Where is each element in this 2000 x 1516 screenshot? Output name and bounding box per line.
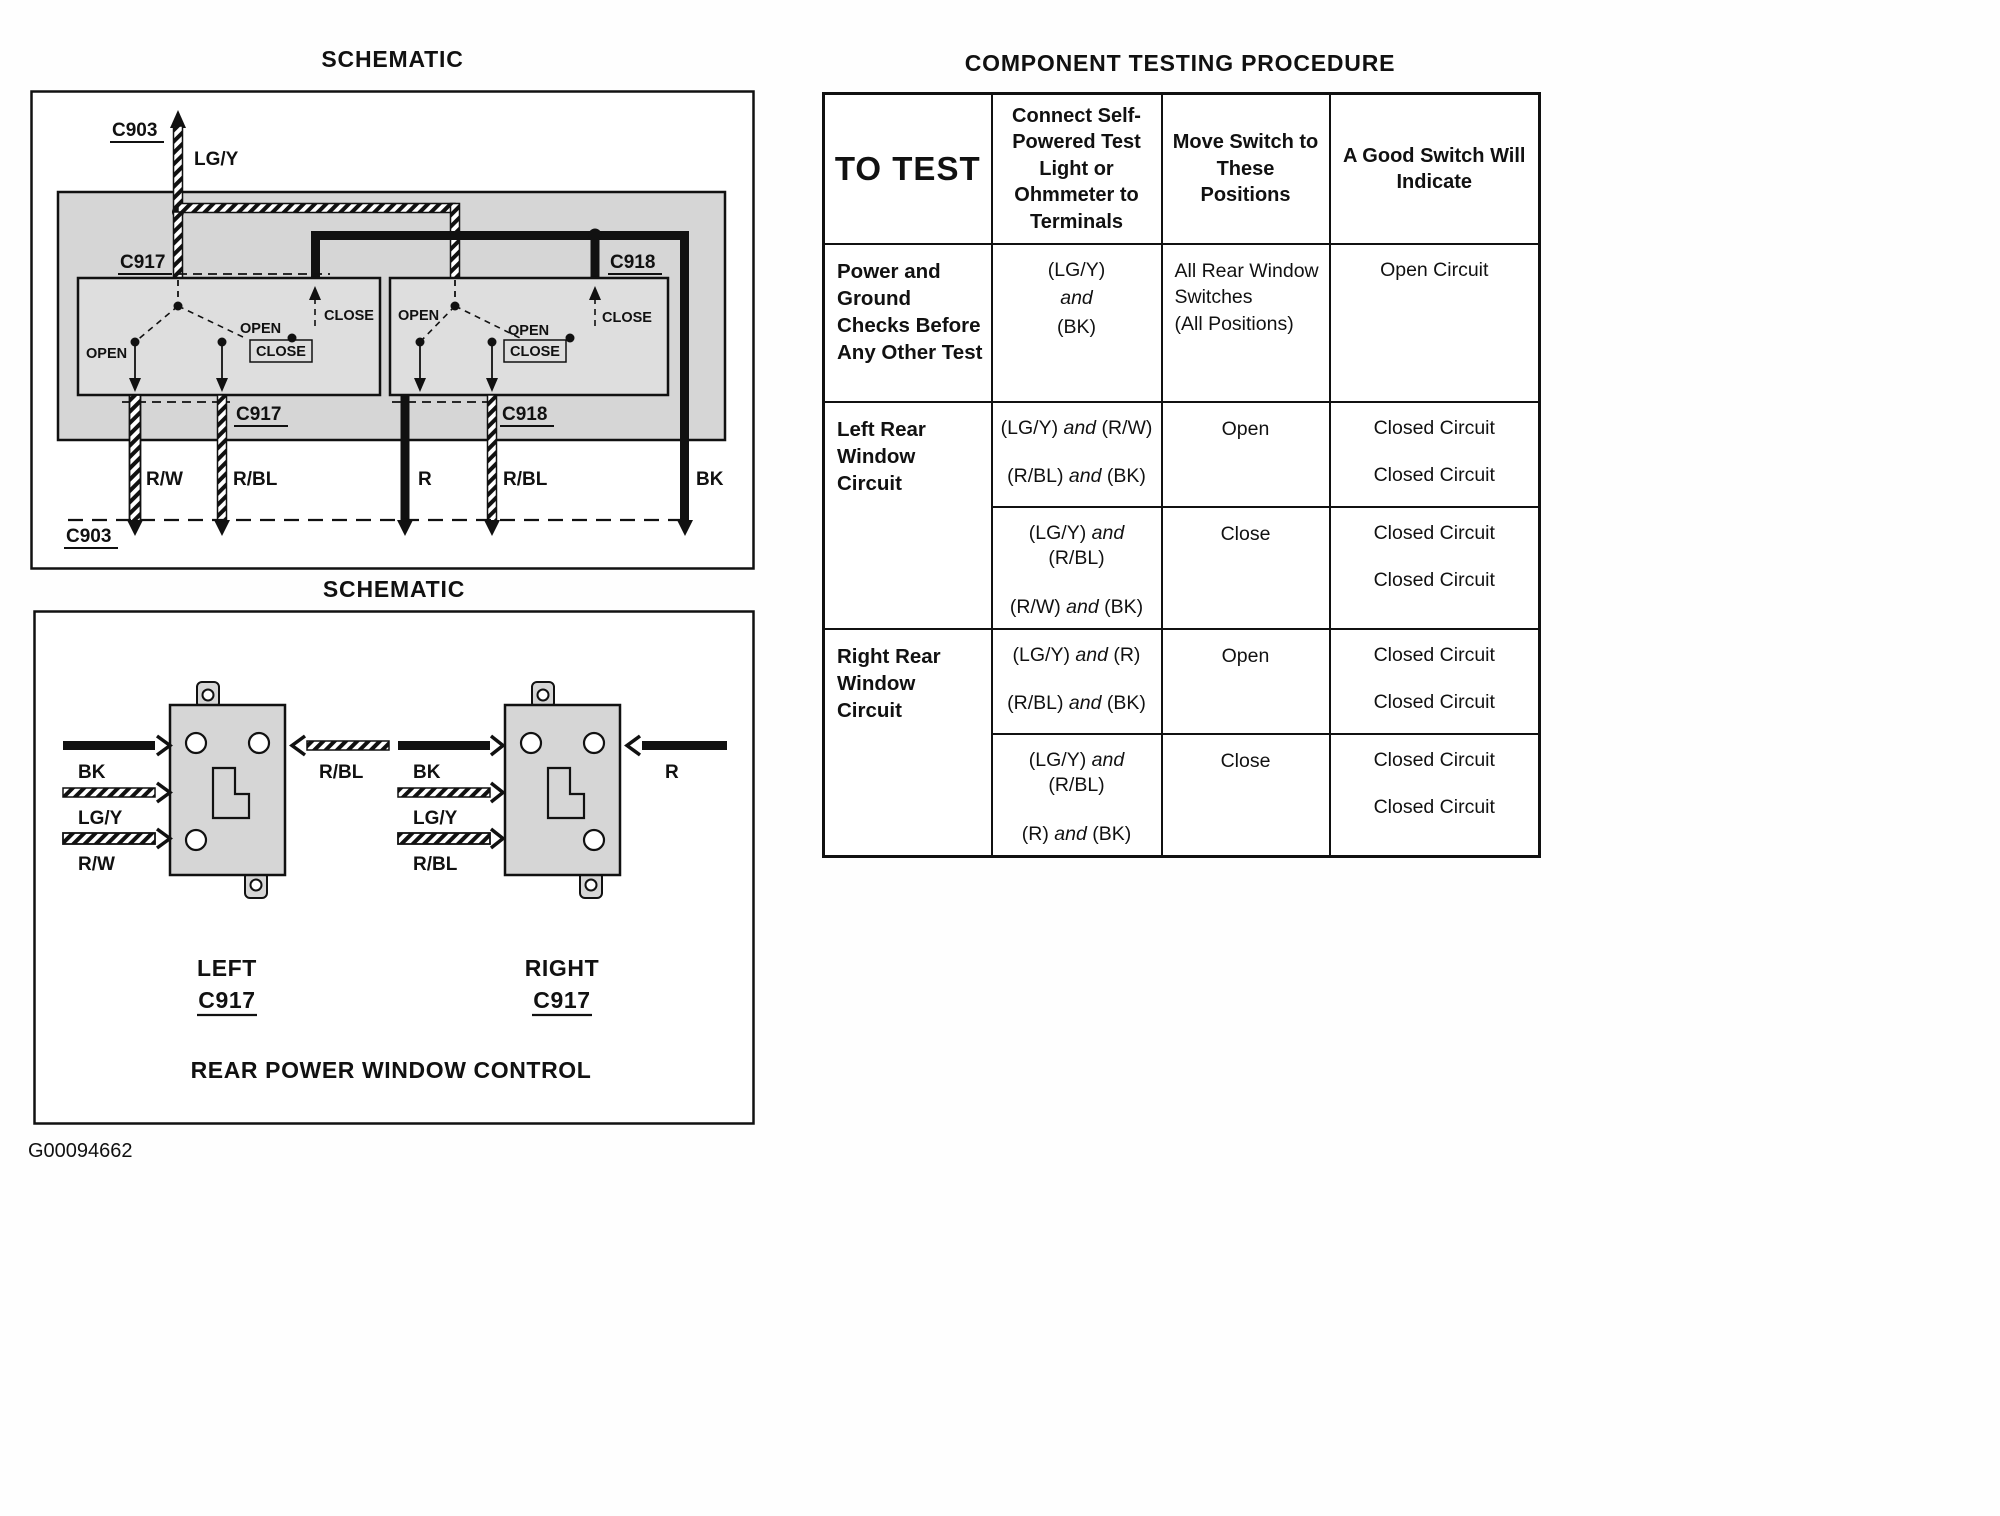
right-connector-code: C917	[533, 987, 591, 1013]
figure-id: G00094662	[28, 1140, 133, 1162]
component-testing-table	[822, 92, 1541, 858]
right-wire-lgy-label: LG/Y	[413, 808, 458, 829]
c903-top-label: C903	[112, 120, 158, 141]
indicates-cell: Closed Circuit Closed Circuit	[1330, 402, 1540, 507]
pin-icon	[584, 733, 604, 753]
mounting-hole-icon	[586, 880, 597, 891]
mounting-hole-icon	[538, 690, 549, 701]
header-positions: Move Switch to These Positions	[1162, 94, 1330, 244]
header-indicates: A Good Switch Will Indicate	[1330, 94, 1540, 244]
mounting-hole-icon	[203, 690, 214, 701]
c903-bottom-label: C903	[66, 526, 112, 547]
table-header-row	[824, 94, 1540, 244]
positions-cell: Close	[1162, 507, 1330, 629]
left-wire-lgy-label: LG/Y	[78, 808, 123, 829]
right-connector-name: RIGHT	[524, 955, 600, 981]
schematic-bottom-diagram	[33, 610, 755, 1125]
right-switch-close-right-label: CLOSE	[602, 310, 652, 326]
right-wire-r-out-label: R	[665, 762, 679, 783]
left-connector-body	[170, 682, 285, 898]
right-window-switch	[390, 278, 668, 395]
header-terminals: Connect Self-Powered Test Light or Ohmmeter to Terminals	[992, 94, 1162, 244]
diagram-caption: REAR POWER WINDOW CONTROL	[190, 1057, 592, 1083]
pin-icon	[186, 830, 206, 850]
pin-icon	[521, 733, 541, 753]
wire-rw-label: R/W	[146, 469, 183, 490]
left-switch-open-left-label: OPEN	[86, 346, 128, 362]
indicates-cell: Closed Circuit Closed Circuit	[1330, 629, 1540, 734]
positions-cell: Open	[1162, 629, 1330, 734]
c917-top-label: C917	[120, 252, 166, 273]
left-switch-open-label: OPEN	[240, 321, 282, 337]
c918-top-connector	[608, 252, 662, 274]
right-switch-open-label: OPEN	[508, 323, 550, 339]
to-test-cell: Right Rear Window Circuit	[824, 629, 992, 857]
right-connector-body	[505, 682, 620, 898]
right-wire-bk-label: BK	[413, 762, 441, 783]
right-wire-rbl-label: R/BL	[413, 854, 458, 875]
table-title: COMPONENT TESTING PROCEDURE	[964, 50, 1396, 76]
schematic-top-title: SCHEMATIC	[321, 46, 464, 72]
test-table-body	[824, 244, 1540, 857]
left-window-switch	[78, 278, 380, 395]
c917-bottom-label: C917	[236, 404, 282, 425]
indicates-cell: Open Circuit	[1330, 244, 1540, 402]
to-test-cell: Power and Ground Checks Before Any Other Test	[824, 244, 992, 402]
schematic-top-diagram	[30, 90, 755, 570]
schematic-bottom-border	[35, 612, 754, 1124]
pin-icon	[249, 733, 269, 753]
terminals-cell: (LG/Y) and (R/BL) (R/W) and (BK)	[992, 507, 1162, 629]
left-wire-bk-label: BK	[78, 762, 106, 783]
left-connector-name: LEFT	[197, 955, 257, 981]
left-wire-rbl-out-label: R/BL	[319, 762, 364, 783]
table-row	[824, 629, 1540, 734]
terminals-cell: (LG/Y) and (BK)	[992, 244, 1162, 402]
to-test-cell: Left Rear Window Circuit	[824, 402, 992, 629]
left-connector-code: C917	[198, 987, 256, 1013]
positions-cell: Open	[1162, 402, 1330, 507]
terminals-cell: (LG/Y) and (R/W) (R/BL) and (BK)	[992, 402, 1162, 507]
wire-r-label: R	[418, 469, 432, 490]
table-row	[824, 402, 1540, 507]
pin-icon	[584, 830, 604, 850]
positions-cell: All Rear Window Switches (All Positions)	[1162, 244, 1330, 402]
c918-bottom-label: C918	[502, 404, 548, 425]
mounting-hole-icon	[251, 880, 262, 891]
indicates-cell: Closed Circuit Closed Circuit	[1330, 507, 1540, 629]
right-switch-open-left-label: OPEN	[398, 308, 440, 324]
schematic-bottom-title: SCHEMATIC	[322, 576, 466, 602]
terminals-cell: (LG/Y) and (R) (R/BL) and (BK)	[992, 629, 1162, 734]
wire-bk-label: BK	[696, 469, 724, 490]
positions-cell: Close	[1162, 734, 1330, 857]
indicates-cell: Closed Circuit Closed Circuit	[1330, 734, 1540, 857]
header-to-test: TO TEST	[824, 94, 992, 244]
right-switch-close-label: CLOSE	[510, 344, 560, 360]
left-switch-close-label: CLOSE	[256, 344, 306, 360]
terminals-cell: (LG/Y) and (R/BL) (R) and (BK)	[992, 734, 1162, 857]
pin-icon	[186, 733, 206, 753]
wire-rbl-right-label: R/BL	[503, 469, 548, 490]
c918-top-label: C918	[610, 252, 656, 273]
left-wire-rw-label: R/W	[78, 854, 115, 875]
wire-lgy-label: LG/Y	[194, 149, 239, 170]
left-switch-close-right-label: CLOSE	[324, 308, 374, 324]
table-row	[824, 244, 1540, 402]
wire-rbl-left-label: R/BL	[233, 469, 278, 490]
